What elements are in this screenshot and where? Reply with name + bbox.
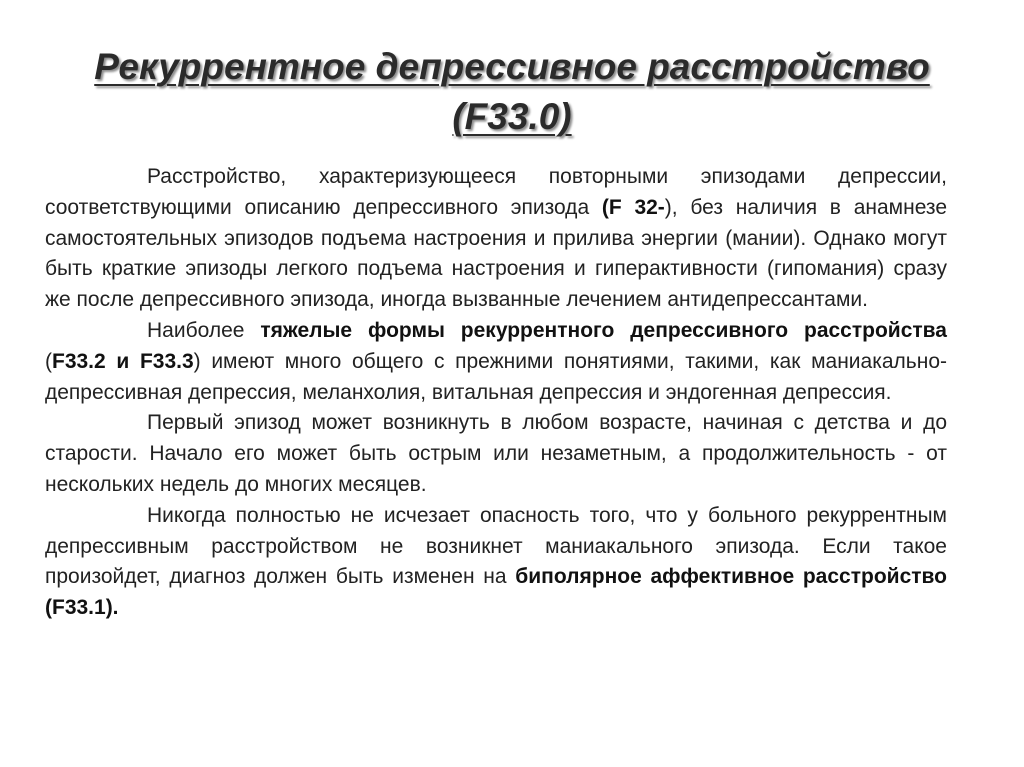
paragraph-2-codes: F33.2 и F33.3 [52, 349, 194, 373]
paragraph-1-text-b: ), без наличия в анамнезе самостоятельных эпизодов подъема настроения и прилива энергии (мании). Однако могут быть краткие эпизоды легкого подъема настроения и гиперактивности (гипомания) сразу же после депрессивного эпизода, иногда вызванные лечением антидепрессантами. [45, 195, 947, 312]
paragraph-2-emphasis: тяжелые формы рекуррентного депрессивного расстройства [260, 318, 947, 342]
paragraph-1-text-a: Расстройство, характеризующееся повторными эпизодами депрессии, соответствующими описанию депрессивного эпизода [45, 165, 947, 219]
paragraph-1 [45, 162, 947, 316]
title-line-2: (F33.0) [452, 96, 572, 137]
body-text [45, 162, 947, 624]
paragraph-4-emphasis: биполярное аффективное расстройство (F33.1). [45, 565, 947, 620]
paragraph-2-text-a: Наиболее [147, 318, 261, 342]
paragraph-4-text: Никогда полностью не исчезает опасность того, что у больного рекуррентным депрессивным расстройством не возникнет маниакального эпизода. Если такое произойдет, диагноз должен быть изменен на [45, 503, 947, 589]
paragraph-4 [45, 501, 947, 624]
slide-title [0, 42, 1024, 142]
paragraph-1-code: (F 32- [601, 195, 665, 219]
paragraph-2-text-b: ( [45, 349, 52, 373]
paragraph-2 [45, 316, 947, 408]
title-line-1: Рекуррентное депрессивное расстройство [94, 46, 930, 87]
paragraph-3: Первый эпизод может возникнуть в любом возрасте, начиная с детства и до старости. Начало его может быть острым или незаметным, а продолжительность - от нескольких недель до многих месяцев. [45, 411, 947, 496]
paragraph-2-text-c: ) имеют много общего с прежними понятиями, такими, как маниакально-депрессивная депрессия, меланхолия, витальная депрессия и эндогенная депрессия. [45, 349, 947, 404]
